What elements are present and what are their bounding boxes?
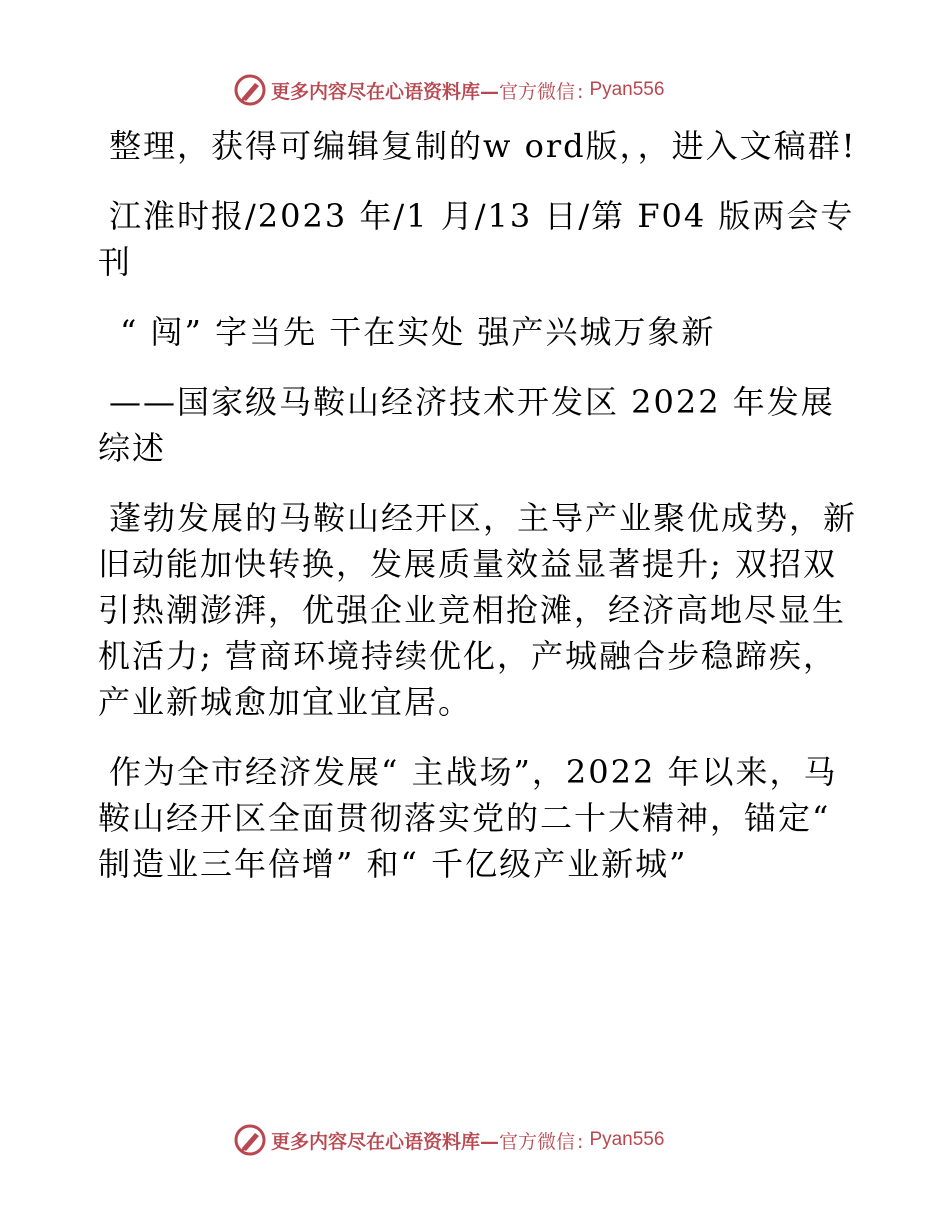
article-title: “ 闯” 字当先 干在实处 强产兴城万象新 bbox=[120, 313, 716, 351]
intro-note: 整理，获得可编辑复制的w ord版，，进入文稿群! bbox=[109, 127, 857, 165]
source-line: 江淮时报/2023 年/1 月/13 日/第 F04 版两会专刊 bbox=[98, 197, 855, 281]
footer-watermark bbox=[233, 1122, 664, 1158]
watermark-wechat-label: 官方微信 : bbox=[499, 80, 584, 103]
header-watermark bbox=[233, 72, 664, 108]
watermark-wechat-id: Pyan556 bbox=[589, 1129, 665, 1150]
body-paragraph-1: 蓬勃发展的马鞍山经开区，主导产业聚优成势，新旧动能加快转换，发展质量效益显著提升; 双招双引热潮澎湃，优强企业竞相抢滩，经济高地尽显生机活力; 营商环境持续优化，产城融合步稳蹄疾，产业新城愈加宜业宜居。 bbox=[98, 499, 858, 721]
watermark-wechat-id: Pyan556 bbox=[589, 79, 665, 100]
watermark-wechat-label: 官方微信 : bbox=[499, 1130, 584, 1153]
pen-logo-icon bbox=[233, 73, 267, 107]
body-paragraph-2: 作为全市经济发展“ 主战场”，2022 年以来，马鞍山经开区全面贯彻落实党的二十大精神，锚定“ 制造业三年倍增” 和“ 千亿级产业新城” bbox=[98, 753, 838, 883]
pen-logo-icon bbox=[233, 1123, 267, 1157]
watermark-site-text: 更多内容尽在心语资料库— bbox=[271, 1130, 500, 1153]
document-body bbox=[98, 123, 858, 911]
article-subtitle: ——国家级马鞍山经济技术开发区 2022 年发展综述 bbox=[98, 383, 835, 467]
watermark-site-text: 更多内容尽在心语资料库— bbox=[271, 80, 500, 103]
